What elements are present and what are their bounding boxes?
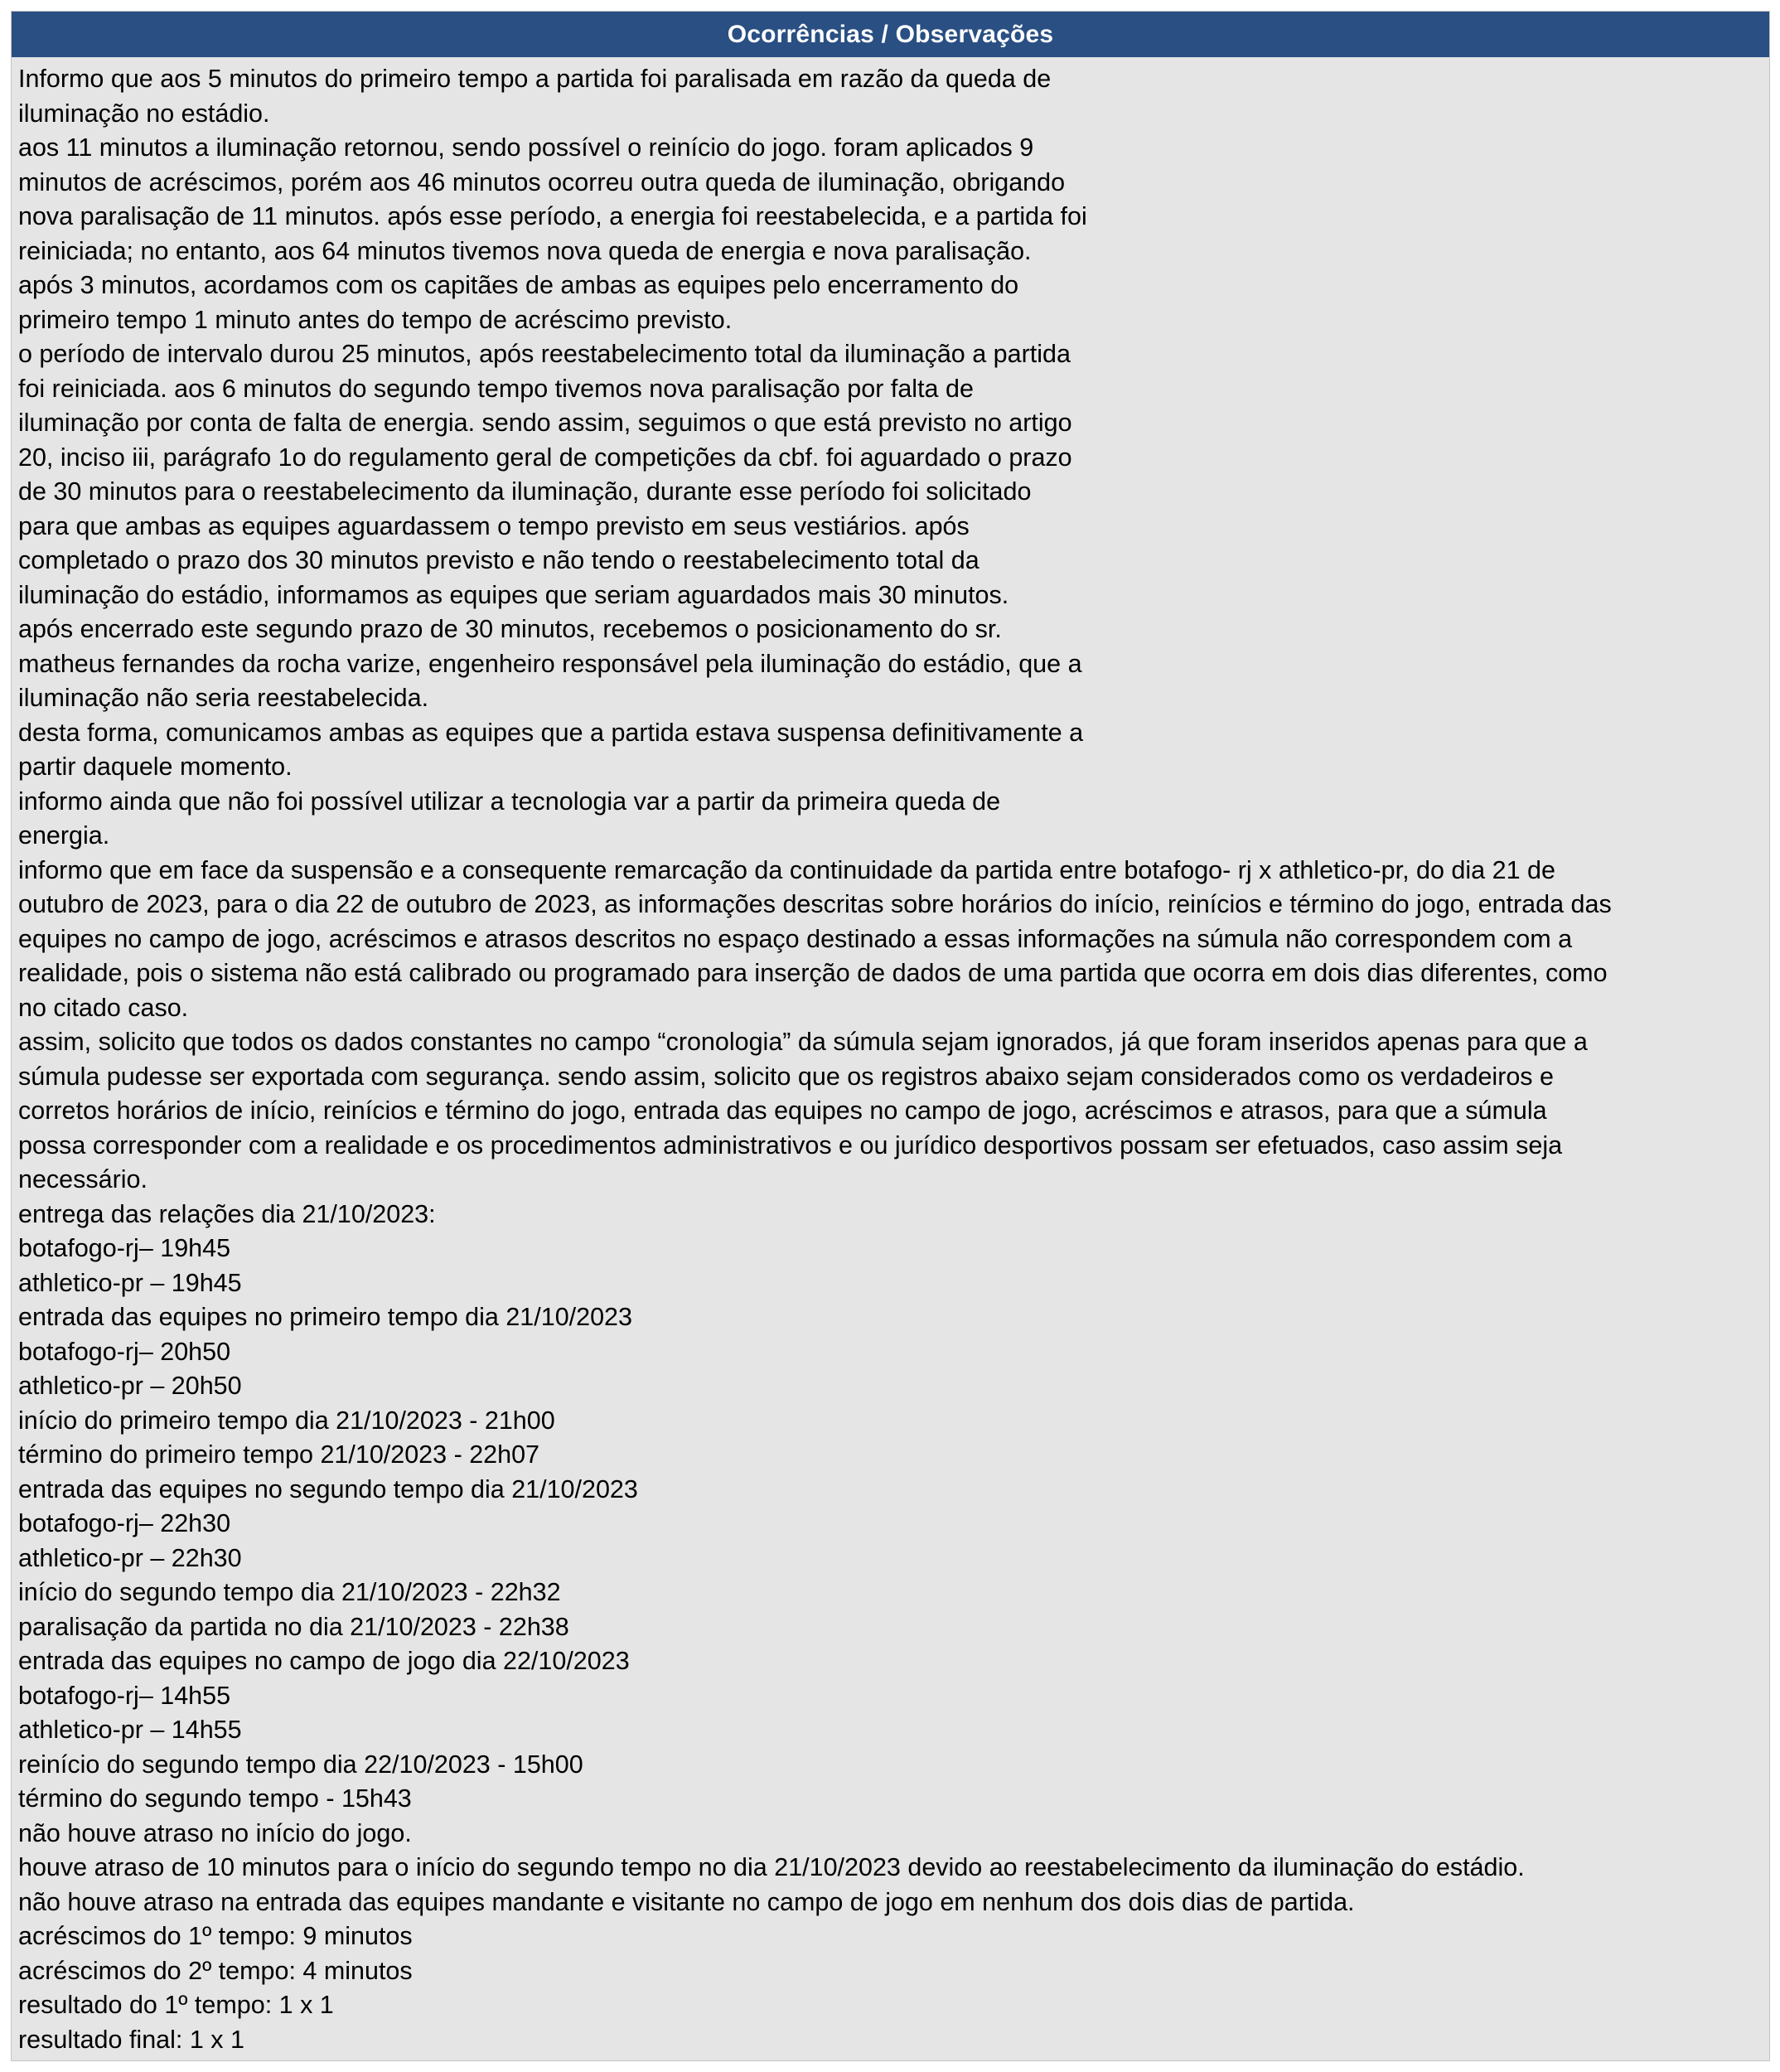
report-line: nova paralisação de 11 minutos. após esse período, a energia foi reestabelecida, e a partida foi <box>18 202 1087 230</box>
report-line: início do segundo tempo dia 21/10/2023 - 22h32 <box>18 1578 561 1606</box>
report-line: assim, solicito que todos os dados constantes no campo “cronologia” da súmula sejam ignorados, já que foram inseridos apenas para que a <box>18 1028 1588 1056</box>
report-text <box>12 57 1769 2057</box>
report-line: acréscimos do 1º tempo: 9 minutos <box>18 1922 413 1950</box>
report-line: athletico-pr – 22h30 <box>18 1543 242 1572</box>
report-line: para que ambas as equipes aguardassem o tempo previsto em seus vestiários. após <box>18 511 970 540</box>
report-line: entrada das equipes no campo de jogo dia 22/10/2023 <box>18 1647 630 1675</box>
report-line: athletico-pr – 19h45 <box>18 1268 242 1297</box>
report-line: completado o prazo dos 30 minutos previsto e não tendo o reestabelecimento total da <box>18 546 979 574</box>
report-line: corretos horários de início, reinícios e término do jogo, entrada das equipes no campo de jogo, acréscimos e atrasos, para que a súmula <box>18 1097 1547 1125</box>
report-line: botafogo-rj– 19h45 <box>18 1234 231 1262</box>
report-line: iluminação por conta de falta de energia. sendo assim, seguimos o que está previsto no artigo <box>18 409 1072 437</box>
report-line: partir daquele momento. <box>18 753 293 781</box>
report-line: desta forma, comunicamos ambas as equipes que a partida estava suspensa definitivamente a <box>18 718 1084 747</box>
report-line: matheus fernandes da rocha varize, engenheiro responsável pela iluminação do estádio, que a <box>18 649 1082 678</box>
report-line: resultado do 1º tempo: 1 x 1 <box>18 1991 334 2019</box>
report-line: primeiro tempo 1 minuto antes do tempo de acréscimo previsto. <box>18 305 733 334</box>
report-line: botafogo-rj– 20h50 <box>18 1337 231 1366</box>
report-line: após encerrado este segundo prazo de 30 minutos, recebemos o posicionamento do sr. <box>18 615 1002 643</box>
report-line: acréscimos do 2º tempo: 4 minutos <box>18 1956 413 1985</box>
report-line: reiniciada; no entanto, aos 64 minutos tivemos nova queda de energia e nova paralisação. <box>18 236 1032 265</box>
report-line: reinício do segundo tempo dia 22/10/2023 - 15h00 <box>18 1750 583 1779</box>
report-line: término do segundo tempo - 15h43 <box>18 1784 412 1813</box>
report-line: o período de intervalo durou 25 minutos, após reestabelecimento total da iluminação a partida <box>18 340 1071 368</box>
report-line: no citado caso. <box>18 993 189 1022</box>
report-line: minutos de acréscimos, porém aos 46 minutos ocorreu outra queda de iluminação, obrigando <box>18 167 1066 196</box>
section-title: Ocorrências / Observações <box>12 12 1769 57</box>
report-line: entrega das relações dia 21/10/2023: <box>18 1199 436 1228</box>
report-line: outubro de 2023, para o dia 22 de outubro de 2023, as informações descritas sobre horários do início, reinícios e término do jogo, entrada das <box>18 890 1612 918</box>
report-line: equipes no campo de jogo, acréscimos e atrasos descritos no espaço destinado a essas informações na súmula não correspondem com a <box>18 924 1573 953</box>
report-line: aos 11 minutos a iluminação retornou, sendo possível o reinício do jogo. foram aplicados 9 <box>18 133 1034 162</box>
report-line: Informo que aos 5 minutos do primeiro tempo a partida foi paralisada em razão da queda de <box>18 65 1052 93</box>
report-line: informo que em face da suspensão e a consequente remarcação da continuidade da partida entre botafogo- rj x athletico-pr, do dia 21 de <box>18 855 1555 884</box>
report-line: informo ainda que não foi possível utilizar a tecnologia var a partir da primeira queda de <box>18 787 1001 816</box>
report-line: início do primeiro tempo dia 21/10/2023 - 21h00 <box>18 1406 555 1435</box>
report-line: após 3 minutos, acordamos com os capitães de ambas as equipes pelo encerramento do <box>18 271 1019 299</box>
report-line: realidade, pois o sistema não está calibrado ou programado para inserção de dados de uma partida que ocorra em dois dias diferentes, como <box>18 959 1608 987</box>
report-line: iluminação no estádio. <box>18 99 270 128</box>
report-line: foi reiniciada. aos 6 minutos do segundo tempo tivemos nova paralisação por falta de <box>18 374 974 403</box>
report-line: não houve atraso na entrada das equipes mandante e visitante no campo de jogo em nenhum dos dois dias de partida. <box>18 1887 1355 1916</box>
report-line: botafogo-rj– 14h55 <box>18 1681 231 1710</box>
report-line: de 30 minutos para o reestabelecimento da iluminação, durante esse período foi solicitado <box>18 477 1032 506</box>
report-line: athletico-pr – 20h50 <box>18 1372 242 1400</box>
report-line: possa corresponder com a realidade e os procedimentos administrativos e ou jurídico desportivos possam ser efetuados, caso assim seja <box>18 1130 1563 1159</box>
report-line: 20, inciso iii, parágrafo 1o do regulamento geral de competições da cbf. foi aguardado o prazo <box>18 443 1072 472</box>
report-line: iluminação não seria reestabelecida. <box>18 684 429 712</box>
report-line: súmula pudesse ser exportada com segurança. sendo assim, solicito que os registros abaixo sejam considerados como os verdadeiros e <box>18 1062 1554 1091</box>
report-line: não houve atraso no início do jogo. <box>18 1818 412 1847</box>
report-line: resultado final: 1 x 1 <box>18 2025 244 2054</box>
report-line: entrada das equipes no segundo tempo dia 21/10/2023 <box>18 1474 638 1503</box>
report-line: athletico-pr – 14h55 <box>18 1716 242 1744</box>
report-line: entrada das equipes no primeiro tempo dia 21/10/2023 <box>18 1303 632 1331</box>
report-line: paralisação da partida no dia 21/10/2023 - 22h38 <box>18 1612 569 1641</box>
report-line: energia. <box>18 821 110 850</box>
report-line: botafogo-rj– 22h30 <box>18 1509 231 1537</box>
report-line: iluminação do estádio, informamos as equipes que seriam aguardados mais 30 minutos. <box>18 580 1009 609</box>
report-line: necessário. <box>18 1165 148 1193</box>
report-line: houve atraso de 10 minutos para o início do segundo tempo no dia 21/10/2023 devido ao reestabelecimento da iluminação do estádio. <box>18 1853 1525 1881</box>
occurrences-panel <box>11 11 1770 2061</box>
report-line: término do primeiro tempo 21/10/2023 - 22h07 <box>18 1440 540 1469</box>
